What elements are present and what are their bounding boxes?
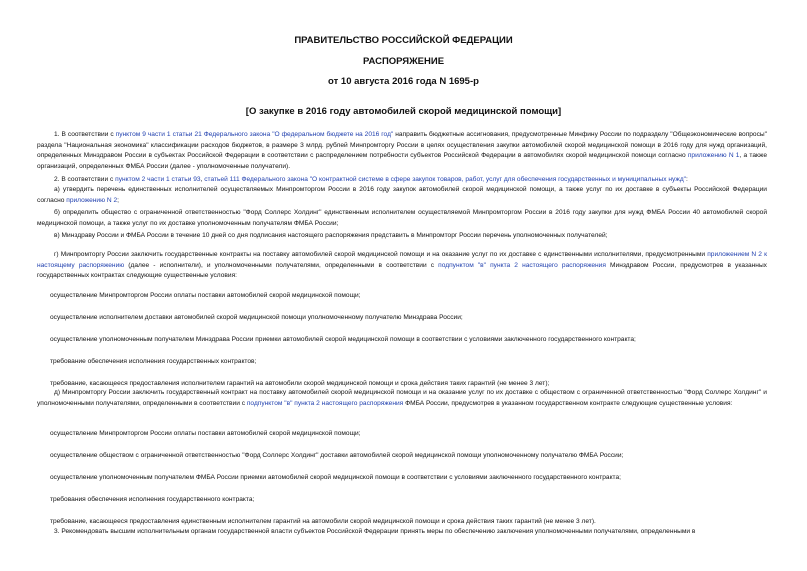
paragraph-2a: а) утвердить перечень единственных исполнителей осуществляемых Минпромторгом России в 2016 году закупок автомобилей скорой медицинской помощи, а также услуг по их доставке в субъекты Российской Федерации согласно приложению N 2; — [37, 186, 767, 204]
condition-g4: требование обеспечения исполнения государственных контрактов; — [50, 358, 257, 365]
link-article-93[interactable]: пунктом 2 части 1 статьи 93 — [115, 176, 201, 183]
paragraph-2v: в) Минздраву России и ФМБА России в течение 10 дней со дня подписания настоящего распоряжения представить в Минпромторг России перечень уполномоченных получателей; — [54, 232, 608, 239]
condition-d5: требование, касающееся предоставления единственным исполнителем гарантий на автомобили скорой медицинской помощи и срока действия таких гарантий (не менее 3 лет). — [50, 518, 596, 525]
link-appendix-2[interactable]: приложению N 2 — [66, 196, 118, 204]
condition-d3: осуществление уполномоченным получателем ФМБА России приемки автомобилей скорой медицинской помощи в соответствии с условиями заключенного государственного контракта; — [50, 474, 621, 481]
link-subparagraph-v-fmba[interactable]: подпунктом "в" пункта 2 настоящего распоряжения — [246, 399, 404, 407]
condition-d1: осуществление Минпромторгом России оплаты поставки автомобилей скорой медицинской помощи; — [50, 430, 361, 437]
condition-g2: осуществление исполнителем доставки автомобилей скорой медицинской помощи уполномоченному получателю Минздрава России; — [50, 314, 463, 321]
paragraph-2g: г) Минпромторгу России заключить государственные контракты на поставку автомобилей скорой медицинской помощи и на оказание услуг по их доставке с единственными исполнителями, предусмотренными приложением N 2 к настоящему распоряжению (далее - исполнители), и уполномоченными получателями, определенными в соответствии с подпунктом "в" пункта 2 настоящего распоряжения Минздравом России, предусмотрев в указанных государственных контрактах следующие существенные условия: — [37, 251, 767, 280]
paragraph-1: 1. В соответствии с пунктом 9 части 1 статьи 21 Федерального закона "О федеральном бюджете на 2016 год" направить бюджетные ассигнования, предусмотренные Минфину России по подразделу "Общеэкономические вопросы" раздела "Национальная экономика" классификации расходов бюджетов, в размере 3 млрд. рублей Минпромторгу России в целях осуществления закупки автомобилей скорой медицинской помощи в 2016 году для нужд организаций, определенных Минздравом России в субъектах Российской Федерации в соответствии с распределением потребности субъектов Российской Федерации в автомобилях скорой медицинской помощи согласно приложению N 1, а также организаций, определенных ФМБА России (далее - уполномоченные получатели). — [37, 131, 767, 170]
link-subparagraph-v[interactable]: подпунктом "в" пункта 2 настоящего распоряжения — [438, 261, 606, 269]
paragraph-2: 2. В соответствии с пунктом 2 части 1 статьи 93, статьей 111 Федерального закона "О контрактной системе в сфере закупок товаров, работ, услуг для обеспечения государственных и муниципальных нужд": — [54, 176, 688, 183]
condition-d4: требования обеспечения исполнения государственного контракта; — [50, 496, 255, 503]
condition-g1: осуществление Минпромторгом России оплаты поставки автомобилей скорой медицинской помощи; — [50, 292, 361, 299]
paragraph-2b: б) определить общество с ограниченной ответственностью "Форд Соллерс Холдинг" единственным исполнителем осуществляемой Минпромторгом России в 2016 году закупки для нужд ФМБА России 40 автомобилей скорой медицинской помощи, а также услуг по их доставке уполномоченным получателям ФМБА России; — [37, 209, 767, 227]
date-number-heading: от 10 августа 2016 года N 1695-р — [328, 76, 479, 87]
condition-d2: осуществление обществом с ограниченной ответственностью "Форд Соллерс Холдинг" доставки автомобилей скорой медицинской помощи уполномоченному получателю ФМБА России; — [50, 452, 624, 459]
document-title: [О закупке в 2016 году автомобилей скорой медицинской помощи] — [245, 106, 562, 117]
condition-g5: требование, касающееся предоставления исполнителем гарантий на автомобили скорой медицинской помощи и срока действия таких гарантий (не менее 3 лет); — [50, 380, 550, 387]
paragraph-2d: д) Минпромторгу России заключить государственный контракт на поставку автомобилей скорой медицинской помощи и на оказание услуг по их доставке с обществом с ограниченной ответственностью "Форд Соллерс Холдинг" и уполномоченными получателями, определенными в соответствии с подпунктом "в" пункта 2 настоящего распоряжения ФМБА России, предусмотрев в указанном государственном контракте следующие существенные условия: — [37, 389, 767, 407]
condition-g3: осуществление уполномоченным получателем Минздрава России приемки автомобилей скорой медицинской помощи в соответствии с условиями заключенного государственного контракта; — [50, 336, 636, 343]
link-appendix-2-contracts[interactable]: приложением N 2 к настоящему распоряжению — [37, 251, 767, 269]
doc-type-heading: РАСПОРЯЖЕНИЕ — [362, 56, 445, 67]
link-appendix-1[interactable]: приложению N 1 — [687, 152, 740, 160]
paragraph-3: 3. Рекомендовать высшим исполнительным органам государственной власти субъектов Российской Федерации принять меры по обеспечению заключения уполномоченными получателями, определенными в — [54, 528, 696, 535]
government-heading: ПРАВИТЕЛЬСТВО РОССИЙСКОЙ ФЕДЕРАЦИИ — [294, 35, 513, 46]
link-article-111[interactable]: статьей 111 Федерального закона "О контрактной системе в сфере закупок товаров, работ, услуг для обеспечения государственных и муниципальных нужд" — [204, 176, 687, 183]
link-budget-law[interactable]: пунктом 9 части 1 статьи 21 Федерального закона "О федеральном бюджете на 2016 год" — [115, 131, 394, 138]
